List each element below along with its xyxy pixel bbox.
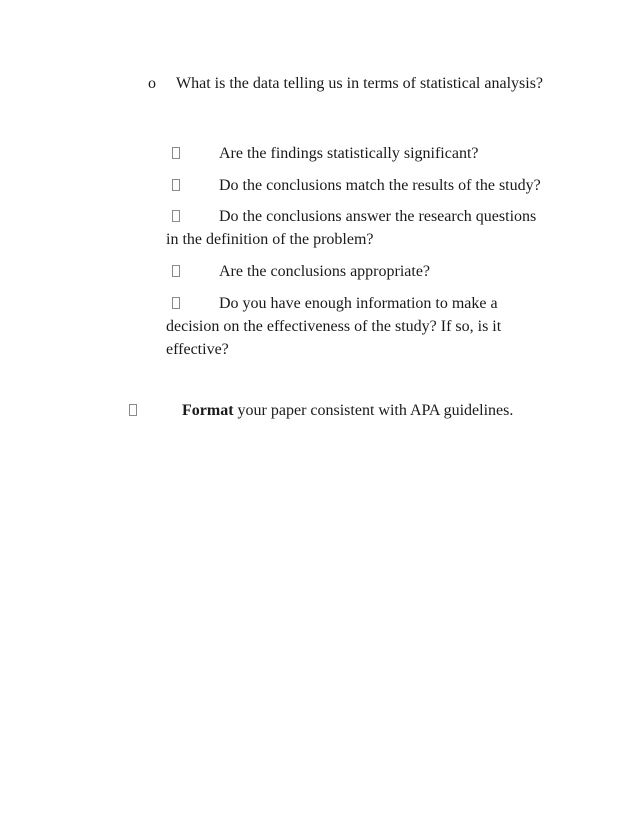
missing-glyph-box-icon <box>172 141 180 166</box>
missing-glyph-box-icon <box>129 398 137 423</box>
sub-item-3-line-1: Do the conclusions answer the research questions <box>219 208 537 225</box>
format-rest-text: your paper consistent with APA guidelines. <box>233 402 514 419</box>
sub-item-3-line-2: in the definition of the problem? <box>166 231 374 248</box>
missing-glyph-box-icon <box>172 204 180 229</box>
sub-item-5-line-3: effective? <box>166 341 229 358</box>
sub-item-1: Are the findings statistically significant? <box>219 145 479 162</box>
format-item <box>182 398 513 423</box>
sub-item-5-line-1: Do you have enough information to make a <box>219 295 498 312</box>
missing-glyph-box-icon <box>172 173 180 198</box>
missing-glyph-box-icon <box>172 291 180 316</box>
sub-item-4: Are the conclusions appropriate? <box>219 263 431 280</box>
sub-item-2: Do the conclusions match the results of the study? <box>219 177 541 194</box>
circle-bullet: o <box>148 75 156 92</box>
missing-glyph-box-icon <box>172 259 180 284</box>
format-bold-word: Format <box>182 402 234 419</box>
question-text: What is the data telling us in terms of statistical analysis? <box>176 75 544 92</box>
sub-item-5-line-2: decision on the effectiveness of the study? If so, is it <box>166 318 502 335</box>
